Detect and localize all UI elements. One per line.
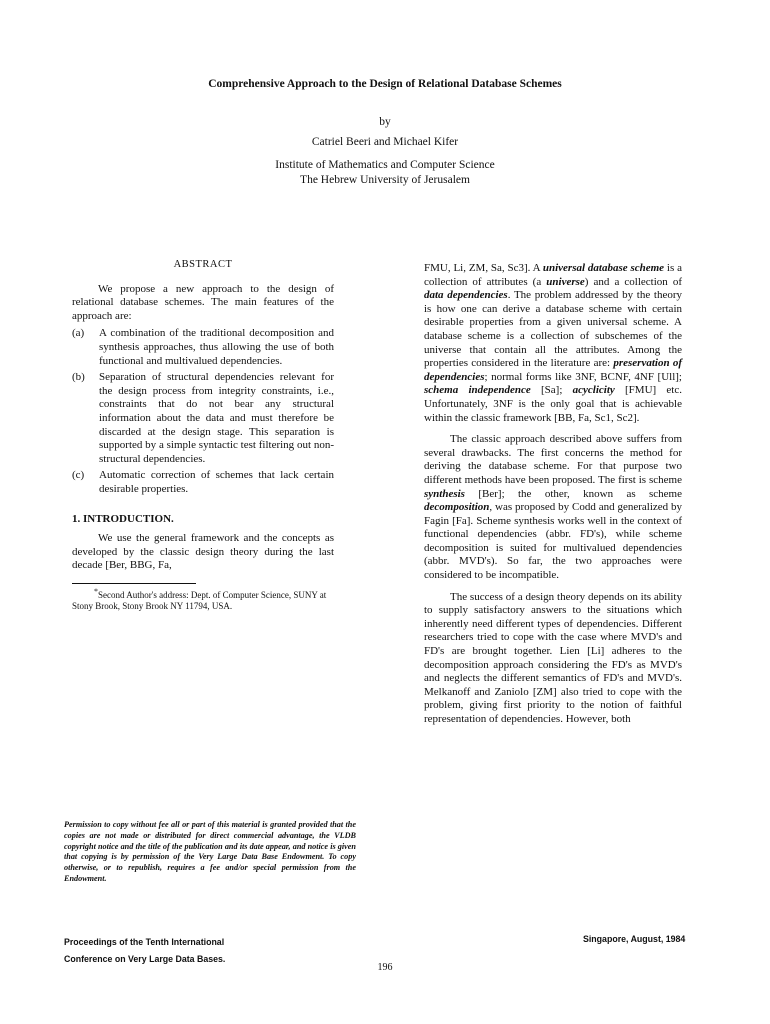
feature-item: [72, 371, 334, 466]
emphasized-term: acyclicity: [572, 384, 615, 397]
body-paragraph: [424, 262, 682, 425]
feature-text: A combination of the traditional decomposition and synthesis approaches, thus allowing the use of both functional and multivalued dependencies.: [99, 327, 334, 367]
body-paragraph: [424, 433, 682, 583]
proceedings-line: Proceedings of the Tenth International: [64, 937, 225, 947]
feature-text: Separation of structural dependencies relevant for the design process from integrity constraints, i.e., constraints that do not bear any structural information about the data and must therefore be discarded at the design stage. This separation is supported by a simple syntactic test filtering out non-structural dependencies.: [99, 371, 334, 465]
emphasized-term: decomposition: [424, 501, 490, 514]
emphasized-term: schema independence: [424, 384, 531, 397]
footnote-marker: *: [94, 586, 98, 596]
emphasized-term: universal database scheme: [542, 262, 665, 274]
body-paragraph: The success of a design theory depends on its ability to supply satisfactory answers to the situations which inherently need different types of dependencies. Different researchers tried to cope with the case where MVD's and FD's are brought together. Lien [Li] adheres to the decomposition approach considering the FD's as MVD's and neglects the different semantics of FD's and MVD's. Melkanoff and Zaniolo [ZM] also tried to cope with the problem, giving first priority to the notion of faithful representation of dependencies. However, both: [424, 590, 682, 725]
right-column: [424, 262, 682, 727]
text-run: [Sa];: [530, 384, 573, 397]
text-run: [FMU] etc. Unfortunately, 3NF is the only goal that is achievable within the classic framework [BB, Fa, Sc1, Sc2].: [424, 384, 682, 424]
footnote-text: Second Author's address: Dept. of Computer Science, SUNY at Stony Brook, Stony Brook NY 11794, USA.: [72, 589, 327, 611]
text-run: , was proposed by Codd and generalized by Fagin [Fa]. Scheme synthesis works well in the context of functional dependencies (abbr. FD's), while scheme decomposition is suited for multivalued dependencies (abbr. MVD's). So far, the two approaches were considered to be incompatible.: [424, 501, 682, 582]
introduction-paragraph: We use the general framework and the concepts as developed by the classic design theory during the last decade [Ber, BBG, Fa,: [72, 532, 334, 572]
paper-header: [0, 78, 770, 188]
abstract-intro: We propose a new approach to the design of relational database schemes. The main features of the approach are:: [72, 282, 334, 322]
text-run: ; normal forms like 3NF, BCNF, 4NF [Ull];: [484, 370, 682, 383]
text-run: The classic approach described above suffers from several drawbacks. The first concerns the method for deriving the database scheme. For that purpose two different methods have been proposed. The first is scheme: [424, 433, 682, 486]
emphasized-term: data dependencies: [424, 289, 508, 302]
section-heading-introduction: 1. INTRODUCTION.: [72, 512, 174, 525]
footnote-rule: [72, 583, 196, 584]
emphasized-term: universe: [546, 275, 585, 288]
affiliation-line: Institute of Mathematics and Computer Science: [275, 159, 495, 171]
feature-list: [72, 327, 334, 496]
left-column: [72, 258, 334, 612]
emphasized-term: synthesis: [424, 487, 465, 500]
permission-notice: Permission to copy without fee all or part of this material is granted provided that the copies are not made or distributed for direct commercial advantage, the VLDB copyright notice and the title of the publication and its date appear, and notice is given that copying is by permission of the Very Large Data Base Endowment. To copy otherwise, or to republish, requires a fee and/or special permission from the Endowment.: [64, 820, 356, 883]
text-run: [Ber]; the other, known as scheme: [464, 487, 682, 500]
feature-label: (b): [72, 371, 85, 384]
emphasized-term: preservation of dependencies: [424, 357, 682, 383]
byline: by: [379, 116, 391, 128]
authors: Catriel Beeri and Michael Kifer: [311, 136, 459, 148]
affiliation: [0, 158, 770, 188]
feature-text: Automatic correction of schemes that lack certain desirable properties.: [99, 469, 334, 495]
feature-label: (c): [72, 469, 85, 482]
abstract-heading: ABSTRACT: [173, 259, 233, 270]
feature-item: [72, 327, 334, 368]
page-number: 196: [377, 962, 393, 973]
paper-title: Comprehensive Approach to the Design of Relational Database Schemes: [208, 78, 562, 90]
feature-label: (a): [72, 327, 85, 340]
text-run: . The problem addressed by the theory is how one can derive a database scheme with certain desirable properties from a given universal scheme. A database scheme is a collection of subschemes of the universe that contain all the attributes. Among the properties considered in the literature are:: [424, 289, 682, 370]
feature-item: [72, 469, 334, 496]
venue-date: Singapore, August, 1984: [583, 934, 686, 944]
footnote: [72, 586, 334, 612]
affiliation-line: The Hebrew University of Jerusalem: [300, 174, 470, 186]
proceedings-line: Conference on Very Large Data Bases.: [64, 954, 226, 964]
text-run: FMU, Li, ZM, Sa, Sc3]. A: [424, 262, 543, 274]
text-run: is a collection of attributes (a: [424, 262, 682, 288]
text-run: ) and a collection of: [584, 275, 683, 288]
